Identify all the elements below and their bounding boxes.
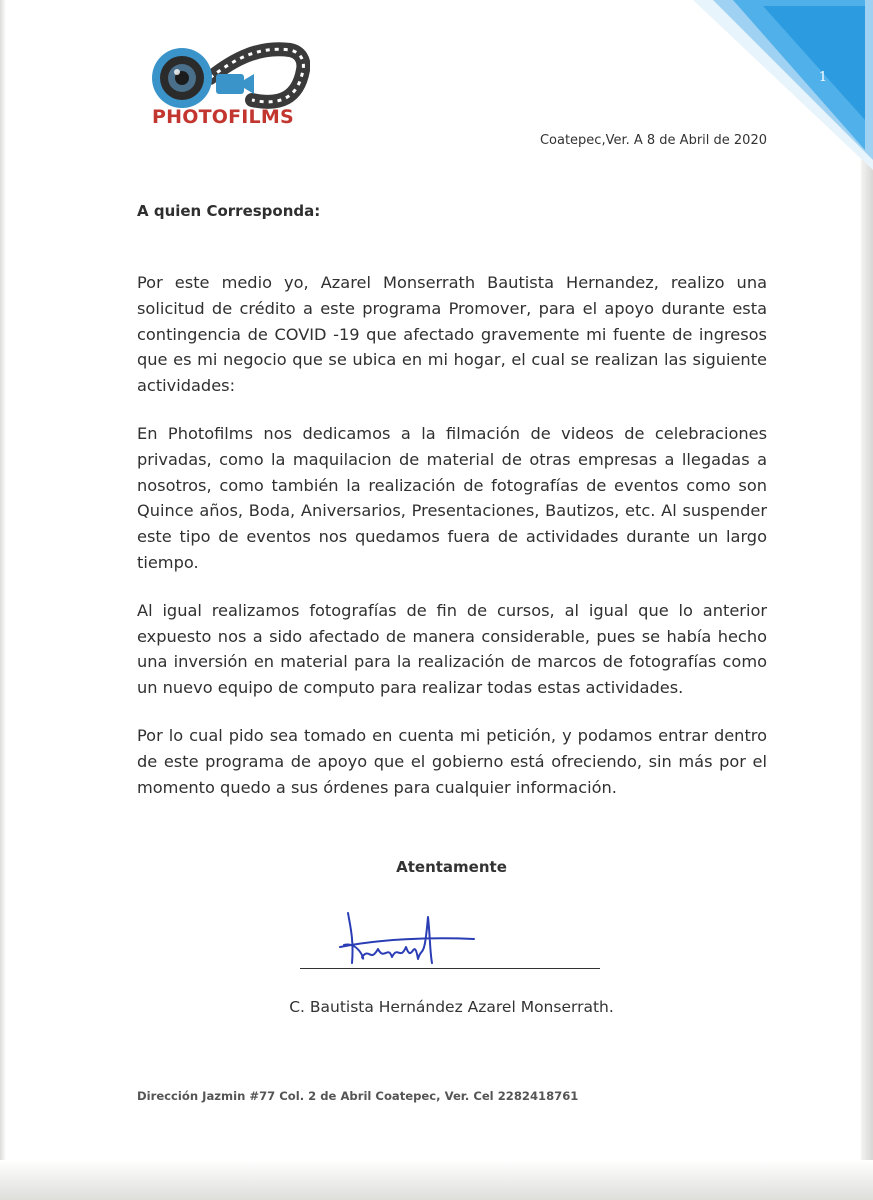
paragraph-4: Por lo cual pido sea tomado en cuenta mi petición, y podamos entrar dentro de este programa de apoyo que el gobierno está ofreciendo, sin más por el momento quedo a sus órdenes para cualquier información. <box>137 725 767 797</box>
paragraph-1: Por este medio yo, Azarel Monserrath Bautista Hernandez, realizo una solicitud de crédito a este programa Promover, para el apoyo durante esta contingencia de COVID -19 que afectado gravemente mi fuente de ingresos que es mi negocio que se ubica en mi hogar, el cual se realizan las siguiente actividades: <box>137 273 767 396</box>
page-number: 1 <box>818 70 828 85</box>
paragraph-3: Al igual realizamos fotografías de fin de cursos, al igual que lo anterior expuesto nos a sido afectado de manera considerable, pues se había hecho una inversión en material para la realización de marcos de fotografías como un nuevo equipo de computo para realizar todas estas actividades. <box>137 600 767 698</box>
scan-edge-right <box>861 0 873 1200</box>
scan-edge-left <box>0 0 6 1200</box>
salutation: A quien Corresponda: <box>137 202 321 220</box>
date-line: Coatepec,Ver. A 8 de Abril de 2020 <box>539 133 767 148</box>
logo-wordmark: PHOTOFILMS <box>152 106 294 128</box>
closing: Atentamente <box>396 858 507 876</box>
footer-address: Dirección Jazmin #77 Col. 2 de Abril Coatepec, Ver. Cel 2282418761 <box>137 1089 579 1103</box>
signature-line <box>300 968 600 969</box>
paragraph-2: En Photofilms nos dedicamos a la filmación de videos de celebraciones privadas, como la maquilacion de material de otras empresas a llegadas a nosotros, como también la realización de fotografías de eventos como son Quince años, Boda, Aniversarios, Presentaciones, Bautizos, etc. Al suspender este tipo de eventos nos quedamos fuera de actividades durante un largo tiempo. <box>137 423 767 572</box>
letter-body <box>137 270 767 822</box>
handwritten-signature <box>300 905 600 975</box>
signer-name: C. Bautista Hernández Azarel Monserrath. <box>289 998 614 1016</box>
scan-edge-bottom <box>0 1160 873 1200</box>
